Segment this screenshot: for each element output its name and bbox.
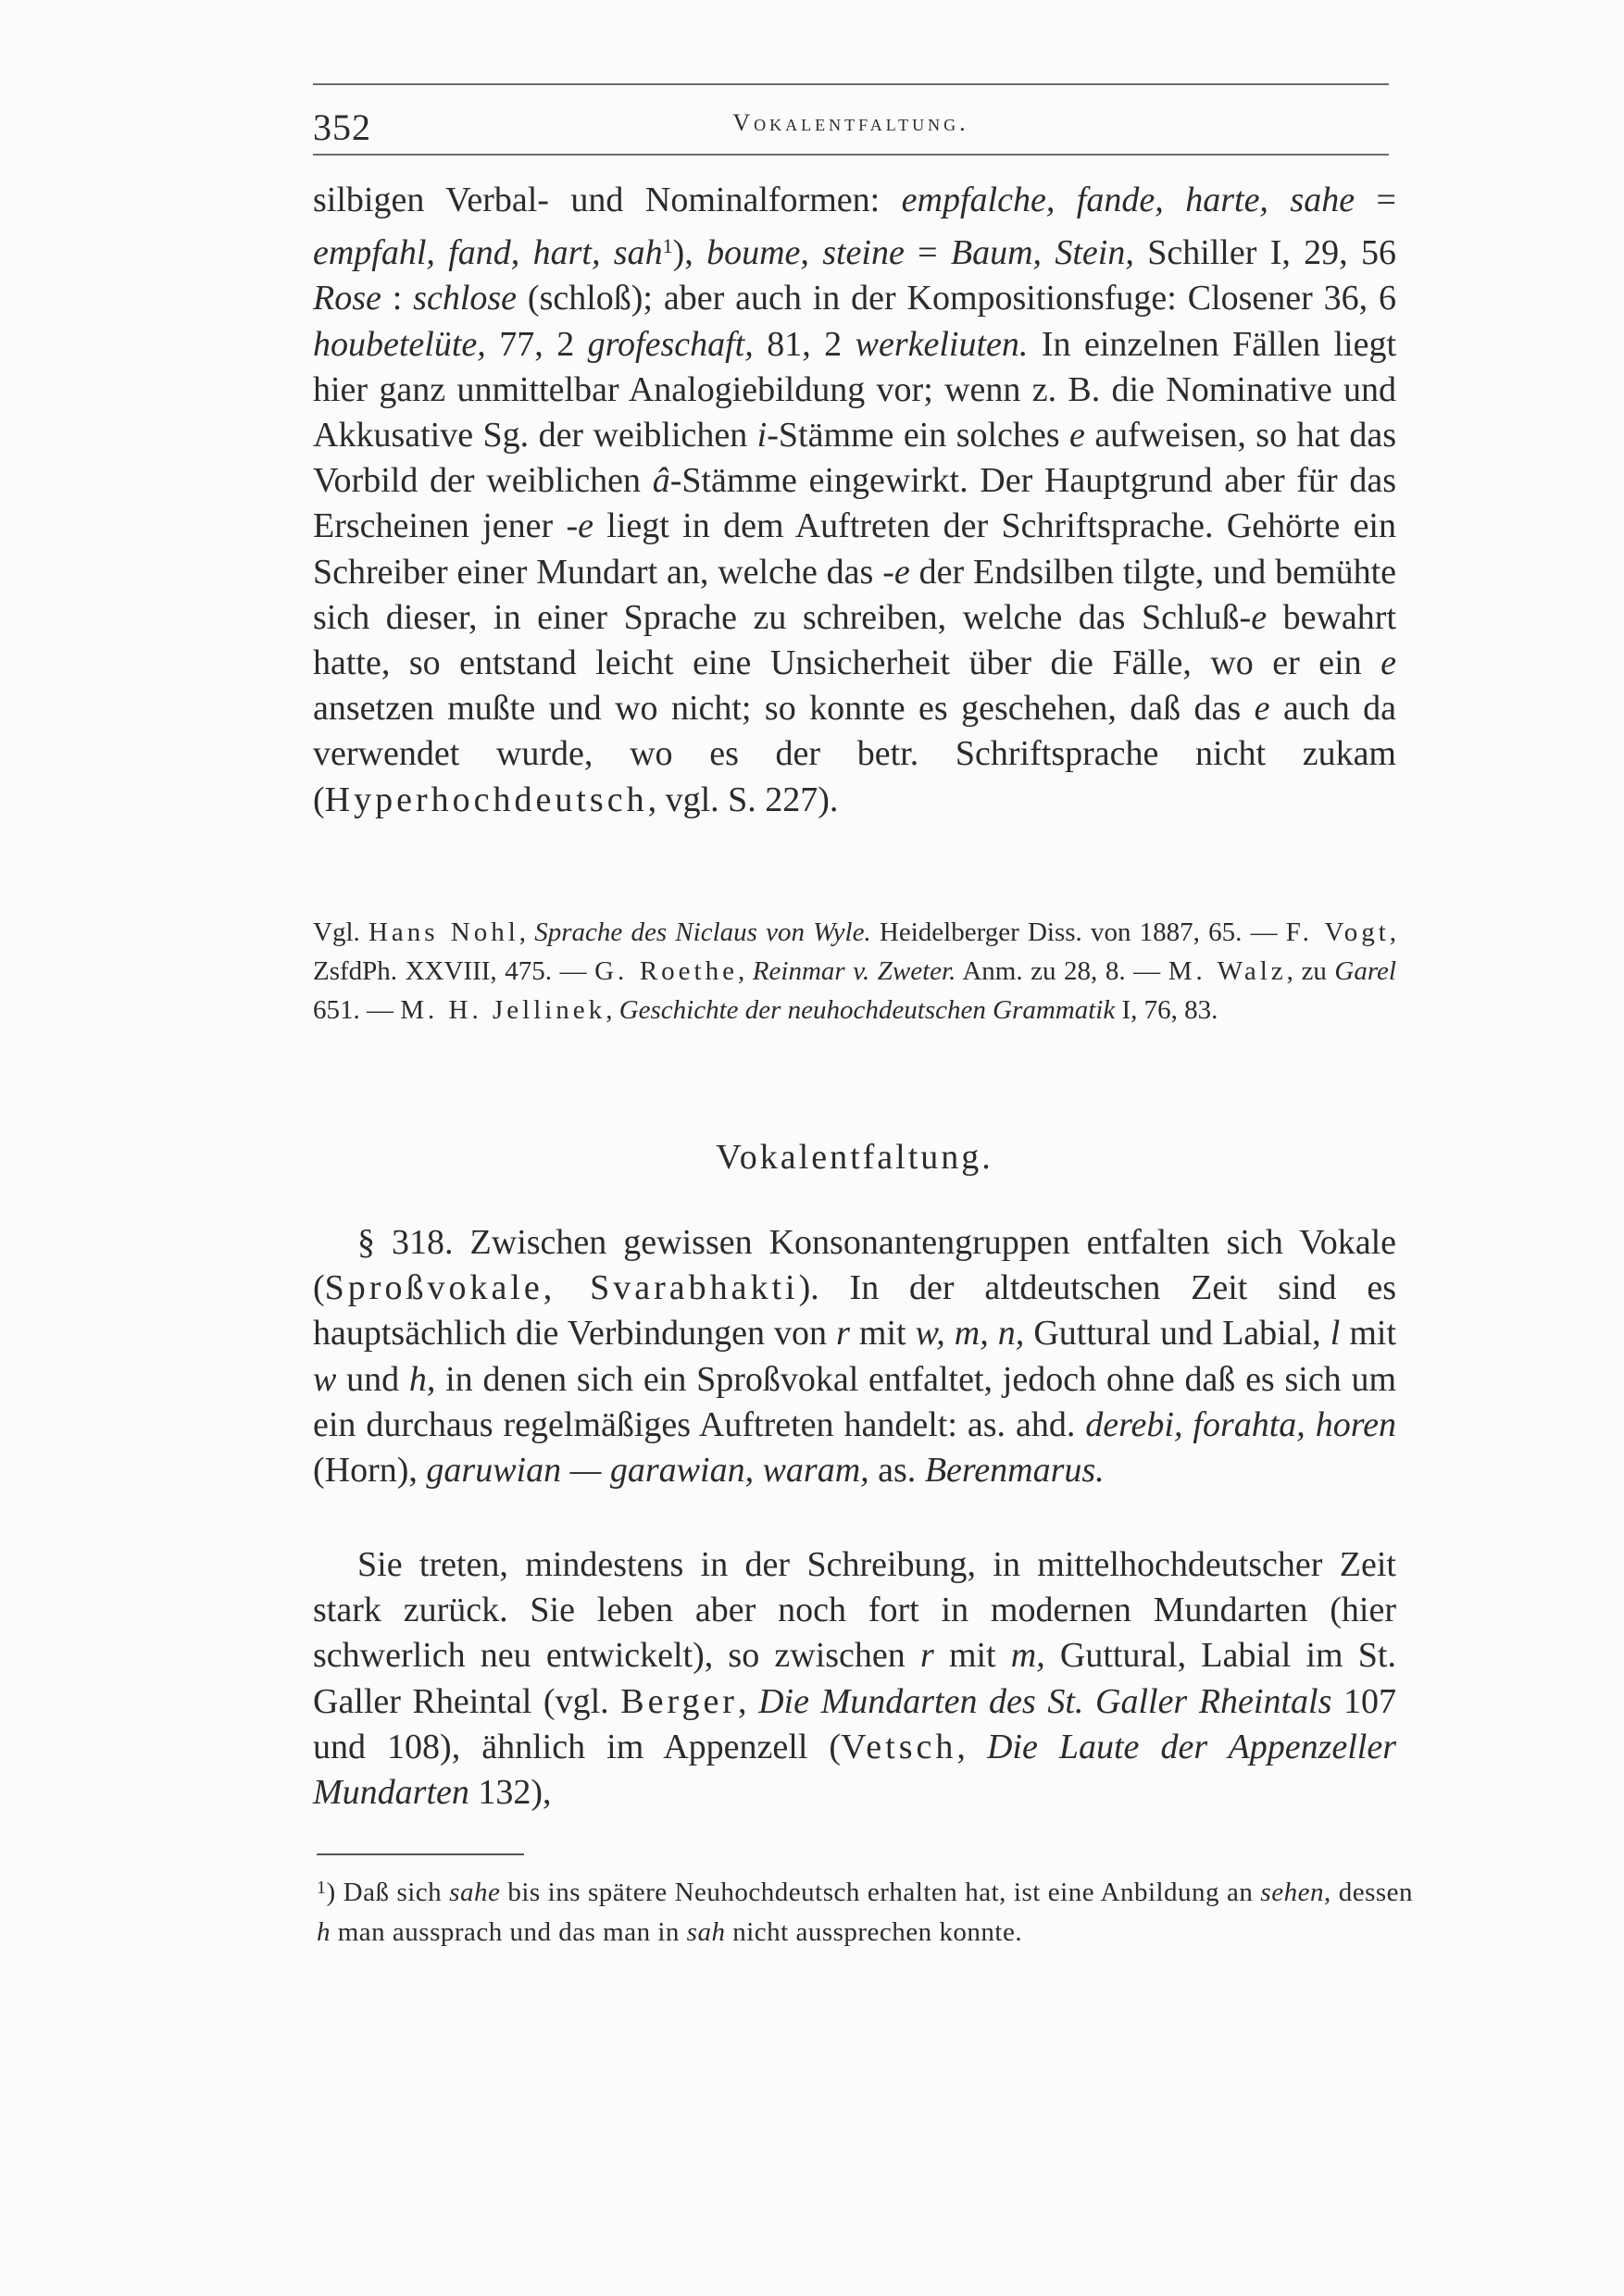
italic-run: w, m, n, <box>915 1314 1025 1354</box>
text-run: 81, 2 <box>753 324 856 364</box>
text-run: mit <box>849 1314 916 1354</box>
text-run: -Stämme eingewirkt. Der Hauptgrund aber für das Erscheinen jener <box>313 461 1396 546</box>
text-run: Heidelberger Diss. von 1887, 65. — <box>870 917 1286 947</box>
italic-run: derebi, forahta, horen <box>1085 1404 1396 1444</box>
text-run: I, 76, 83. <box>1115 995 1218 1025</box>
footnote-rule <box>317 1853 524 1855</box>
author-name: G. Roethe <box>594 956 738 986</box>
text-run: ansetzen mußte und wo nicht; so konnte es geschehen, daß das <box>313 689 1255 729</box>
text-run: = <box>1355 181 1396 219</box>
italic-run: w <box>313 1359 337 1399</box>
text-run: liegt in dem Auftreten der Schriftsprache. Gehörte ein Schreiber einer Mundart an, welche das <box>313 506 1396 592</box>
italic-run: -e <box>882 552 910 592</box>
italic-run: -e <box>566 506 593 546</box>
text-run: , <box>737 956 753 986</box>
text-run: der Endsilben tilgte, und bemühte sich dieser, in einer Sprache zu schreiben, welche das Schluß- <box>313 552 1396 637</box>
text-run: , zu <box>1286 956 1335 986</box>
spaced-term: Sproßvokale, Svarabhakti <box>324 1268 799 1308</box>
author-name: Hans Nohl <box>368 917 519 947</box>
text-run: 132), <box>468 1773 552 1813</box>
text-run: (Horn), <box>313 1451 427 1491</box>
paragraph-318 <box>313 1220 1396 1493</box>
italic-run: i <box>756 416 768 455</box>
text-run: Schiller I, 29, 56 <box>1133 233 1396 273</box>
page-number: 352 <box>313 106 371 148</box>
text-run: = <box>904 233 951 273</box>
italic-run: boume, steine <box>706 233 905 273</box>
text-run: 77, 2 <box>485 324 588 364</box>
text-run: -Stämme ein solches <box>767 416 1070 455</box>
spaced-term: Hyperhochdeutsch <box>324 780 648 819</box>
text-run: man aussprach und das man in <box>331 1917 687 1947</box>
work-title: Geschichte der neuhochdeutschen Grammatik <box>618 995 1116 1025</box>
section-heading: Vokalentfaltung. <box>716 1138 993 1177</box>
text-run: , <box>737 1681 759 1721</box>
paragraph-1 <box>313 178 1396 823</box>
italic-run: houbetelüte, <box>313 324 486 364</box>
text-run: as. <box>868 1451 925 1491</box>
text-run: (schloß); aber auch in der Kompositionsfuge: Closener 36, 6 <box>517 279 1397 318</box>
text-run: mit <box>1340 1314 1396 1354</box>
text-run: Anm. zu 28, 8. — <box>956 956 1168 986</box>
author-name: Vetsch <box>841 1727 957 1766</box>
text-run: auch da verwendet wurde, wo es der betr. Schriftsprache nicht zukam ( <box>313 689 1396 819</box>
italic-run: empfalche, fande, harte, sahe <box>901 181 1355 219</box>
text-run: 651. — <box>313 995 401 1025</box>
italic-run: e <box>1254 689 1270 729</box>
text-run: nicht aussprechen konnte. <box>725 1917 1023 1947</box>
work-title: Reinmar v. Zweter. <box>752 956 956 986</box>
author-name: Berger <box>620 1681 738 1721</box>
italic-run: sahe <box>449 1878 501 1907</box>
text-run: ) Daß sich <box>326 1878 450 1907</box>
header-rule <box>313 154 1389 156</box>
footnote-reference: 1 <box>662 234 673 258</box>
italic-run: e <box>1069 416 1085 455</box>
author-name: M. H. Jellinek <box>400 995 606 1025</box>
italic-run: h, <box>408 1359 436 1399</box>
text-run: ). In der altdeutschen Zeit sind es hauptsächlich die Verbindungen von <box>313 1268 1396 1354</box>
work-title: Die Mundarten des St. Galler Rheintals <box>758 1681 1332 1721</box>
text-run: , <box>606 995 619 1025</box>
italic-run: â <box>652 461 670 501</box>
text-run: mit <box>933 1636 1011 1676</box>
italic-run: sehen, <box>1260 1878 1331 1907</box>
italic-run: Berenmarus. <box>924 1451 1105 1491</box>
text-run: Guttural und Labial, <box>1024 1314 1330 1354</box>
work-title: Die Laute der Appenzeller Mundarten <box>313 1727 1396 1813</box>
text-run: aufweisen, so hat das Vorbild der weiblichen <box>313 416 1397 501</box>
footnote-marker: 1 <box>317 1878 327 1898</box>
italic-run: e <box>1380 643 1396 683</box>
text-run: und <box>336 1359 409 1399</box>
text-run: dessen <box>1330 1878 1414 1907</box>
italic-run: Rose <box>313 279 381 318</box>
italic-run: grofeschaft, <box>587 324 754 364</box>
italic-run: l <box>1330 1314 1341 1354</box>
italic-run: r <box>919 1636 934 1676</box>
italic-run: schlose <box>413 279 518 318</box>
text-run: bewahrt hatte, so entstand leicht eine Unsicherheit über die Fälle, wo er ein <box>313 597 1396 683</box>
text-run: ), <box>672 233 707 273</box>
text-run: , <box>518 917 535 947</box>
literature-references <box>313 913 1396 1029</box>
work-title: Sprache des Niclaus von Wyle. <box>534 917 871 947</box>
italic-run: m, <box>1010 1636 1045 1676</box>
top-rule <box>313 83 1389 85</box>
text-run: : <box>381 279 414 318</box>
italic-run: garuwian — garawian, waram, <box>426 1451 869 1491</box>
text-run: Sie treten, mindestens in der Schreibung, in mittelhochdeutscher Zeit stark zurück. Sie leben aber noch fort in modernen Mundarten (hier schwerlich neu entwickelt), so zwischen <box>313 1545 1396 1676</box>
author-name: F. Vogt <box>1285 917 1390 947</box>
italic-run: e <box>1251 597 1268 637</box>
text-run: In einzelnen Fällen liegt hier ganz unmittelbar Analogiebildung vor; wenn z. B. die Nominative und Akkusative Sg. der weiblichen <box>313 324 1397 455</box>
text-run: Vgl. <box>313 917 369 947</box>
italic-run: empfahl, fand, hart, sah <box>313 233 663 273</box>
text-run: § 318. Zwischen gewissen Konsonantengruppen entfalten sich Vokale ( <box>313 1223 1396 1308</box>
text-run: 107 und 108), ähnlich im Appenzell ( <box>313 1681 1396 1766</box>
text-run: , vgl. S. 227). <box>647 780 839 819</box>
italic-run: r <box>836 1314 850 1354</box>
text-run: , <box>956 1727 987 1766</box>
text-run: silbigen Verbal- und Nominalformen: <box>313 181 902 219</box>
text-run: bis ins spätere Neuhochdeutsch erhalten hat, ist eine Anbildung an <box>500 1878 1261 1907</box>
text-run: in denen sich ein Sproßvokal entfaltet, jedoch ohne daß es sich um ein durchaus regelmäßiges Auftreten handelt: as. ahd. <box>313 1359 1396 1444</box>
paragraph-3 <box>313 1542 1396 1816</box>
text-run: , ZsfdPh. XXVIII, 475. — <box>313 917 1397 986</box>
footnote <box>317 1868 1413 1953</box>
italic-run: werkeliuten. <box>855 324 1029 364</box>
author-name: M. Walz <box>1168 956 1287 986</box>
italic-run: h <box>317 1917 331 1947</box>
text-run: Guttural, Labial im St. Galler Rheintal (vgl. <box>313 1636 1396 1721</box>
work-title: Garel <box>1334 956 1396 986</box>
italic-run: Baum, Stein, <box>950 233 1134 273</box>
italic-run: sah <box>686 1917 726 1947</box>
running-head <box>313 98 1389 150</box>
running-title: Vokalentfaltung. <box>732 109 969 136</box>
